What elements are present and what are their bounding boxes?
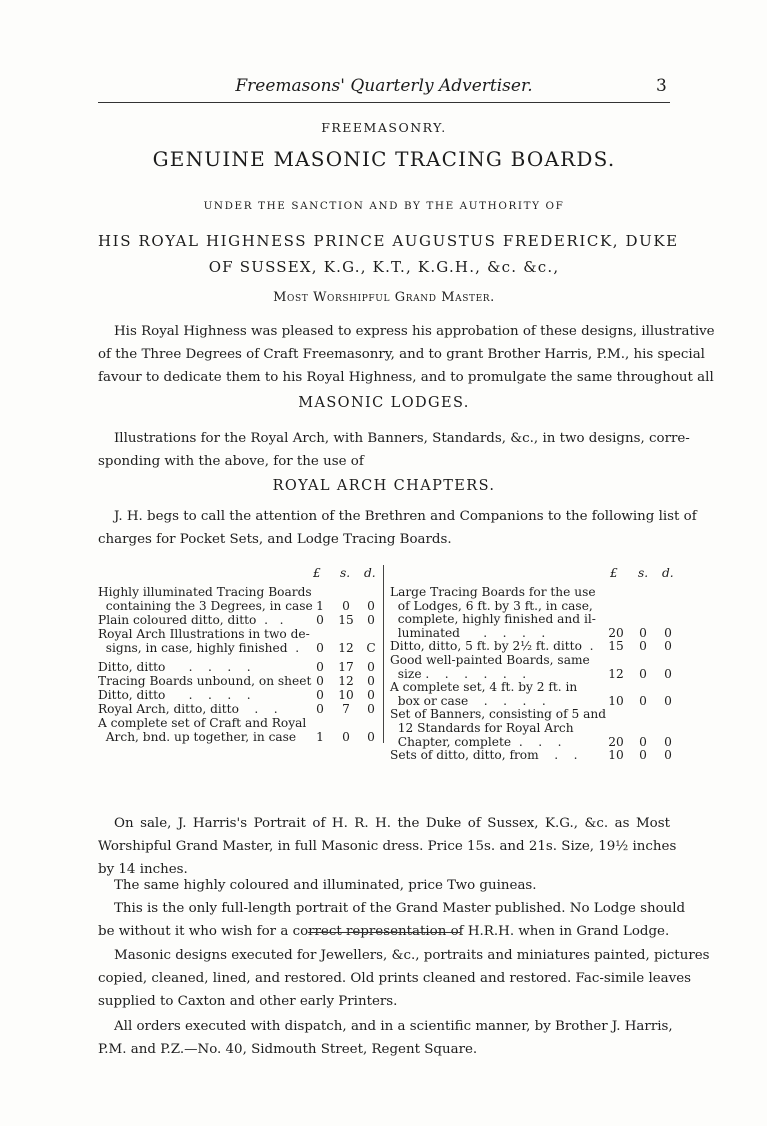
price-shillings: 7 [342, 702, 350, 717]
header-rule [98, 102, 670, 103]
price-item-text: Chapter, complete . . . [390, 734, 562, 749]
price-pounds: 0 [316, 688, 324, 703]
orders-line: P.M. and P.Z.—No. 40, Sidmouth Street, Regent Square. [98, 1042, 478, 1057]
price-pence: 0 [664, 748, 672, 763]
price-pence: 0 [664, 734, 672, 749]
orders-line: All orders executed with dispatch, and in a scientific manner, by Brother J. Harris, [114, 1019, 673, 1034]
price-item-text: Ditto, ditto . . . . [98, 660, 251, 674]
charges-line: J. H. begs to call the attention of the Brethren and Companions to the following list of [114, 509, 697, 524]
price-pence: 0 [664, 666, 672, 681]
price-item-text: Sets of ditto, ditto, from . . [390, 748, 578, 763]
price-shillings: 12 [338, 674, 354, 689]
designs-line: supplied to Caxton and other early Printers. [98, 994, 398, 1009]
price-item-text: Tracing Boards unbound, on sheet [98, 674, 312, 689]
lodges-heading: MASONIC LODGES. [298, 395, 470, 411]
price-shillings: 17 [338, 660, 354, 674]
currency-header-pence: d. [364, 566, 376, 580]
price-pence: 0 [367, 660, 375, 674]
price-shillings: 0 [639, 666, 647, 681]
price-pence: 0 [664, 693, 672, 708]
patron-line-2: OF SUSSEX, K.G., K.T., K.G.H., &c. &c., [208, 258, 560, 276]
price-pence: 0 [664, 625, 672, 640]
price-pounds: 20 [608, 625, 624, 640]
price-item-text: Large Tracing Boards for the use [390, 585, 596, 599]
price-pounds: 20 [608, 734, 624, 749]
arch-line: Illustrations for the Royal Arch, with Banners, Standards, &c., in two designs, corre- [114, 431, 690, 446]
price-shillings: 0 [639, 748, 647, 763]
price-item-text: Highly illuminated Tracing Boards [98, 585, 312, 599]
price-pounds: 1 [316, 730, 324, 744]
price-pence: 0 [367, 688, 375, 703]
price-item-text: of Lodges, 6 ft. by 3 ft., in case, [390, 598, 593, 613]
price-shillings: 0 [342, 598, 350, 613]
orders-paragraph [98, 1015, 673, 1061]
price-item-text: A complete set of Craft and Royal [98, 716, 307, 731]
only-portrait-paragraph [98, 897, 686, 943]
page-number: 3 [656, 76, 667, 96]
price-item-text: Arch, bnd. up together, in case [98, 730, 297, 744]
currency-header-shillings: s. [638, 566, 649, 580]
chapters-heading: ROYAL ARCH CHAPTERS. [272, 478, 496, 494]
price-shillings: 15 [338, 612, 354, 627]
price-item-text: A complete set, 4 ft. by 2 ft. in [390, 680, 578, 695]
price-shillings: 0 [639, 625, 647, 640]
price-pence: 0 [664, 639, 672, 654]
price-item-text: signs, in case, highly finished . [98, 640, 300, 655]
price-item-text: Ditto, ditto, 5 ft. by 2½ ft. ditto . [390, 639, 594, 654]
price-pence: 0 [367, 702, 375, 717]
price-pounds: 0 [316, 660, 324, 674]
intro-line: favour to dedicate them to his Royal Highness, and to promulgate the same throughout all [98, 370, 714, 385]
only-portrait-line: This is the only full-length portrait of the Grand Master published. No Lodge should [114, 901, 686, 916]
portrait-line: On sale, J. Harris's Portrait of H. R. H. the Duke of Sussex, K.G., &c. as Most [114, 816, 670, 831]
coloured-paragraph [98, 874, 670, 897]
designs-paragraph [98, 944, 710, 1013]
column-rule [383, 565, 384, 743]
price-pence: 0 [367, 730, 375, 744]
price-pounds: 0 [316, 702, 324, 717]
price-pounds: 0 [316, 674, 324, 689]
price-shillings: 0 [639, 734, 647, 749]
kicker: FREEMASONRY. [321, 120, 447, 135]
portrait-paragraph [98, 812, 677, 881]
price-pence: 0 [367, 674, 375, 689]
intro-line: of the Three Degrees of Craft Freemasonry, and to grant Brother Harris, P.M., his special [98, 347, 705, 362]
price-pounds: 0 [316, 640, 324, 655]
price-shillings: 0 [342, 730, 350, 744]
price-item-text: size . . . . . . [390, 666, 527, 681]
price-pence: 0 [367, 612, 375, 627]
portrait-line: by 14 inches. [98, 862, 188, 877]
price-shillings: 0 [639, 693, 647, 708]
designs-line: copied, cleaned, lined, and restored. Old prints cleaned and restored. Fac-simile leaves [98, 971, 692, 986]
price-shillings: 10 [338, 688, 354, 703]
currency-header-pounds: £ [313, 566, 321, 580]
price-item-text: Plain coloured ditto, ditto . . [98, 612, 284, 627]
price-item-text: containing the 3 Degrees, in case [98, 598, 313, 613]
price-item-text: 12 Standards for Royal Arch [390, 721, 574, 735]
price-table [98, 560, 674, 763]
portrait-line: Worshipful Grand Master, in full Masonic dress. Price 15s. and 21s. Size, 19½ inches [98, 839, 677, 854]
arch-paragraph [98, 427, 690, 473]
only-portrait-line: be without it who wish for a correct representation of H.R.H. when in Grand Lodge. [98, 924, 670, 939]
patron-line-1: HIS ROYAL HIGHNESS PRINCE AUGUSTUS FREDERICK, DUKE [98, 232, 679, 250]
price-pounds: 0 [316, 612, 324, 627]
price-shillings: 0 [639, 639, 647, 654]
price-item-text: box or case . . . . [390, 693, 546, 708]
price-pounds: 15 [608, 639, 624, 654]
currency-header-pounds: £ [610, 566, 618, 580]
running-title: Freemasons' Quarterly Advertiser. [235, 76, 533, 96]
price-pence: C [366, 640, 376, 655]
price-item-text: Royal Arch Illustrations in two de- [98, 627, 310, 642]
price-pounds: 1 [316, 598, 324, 613]
price-item-text: Set of Banners, consisting of 5 and [390, 707, 607, 722]
price-pounds: 10 [608, 748, 624, 763]
page-title: GENUINE MASONIC TRACING BOARDS. [152, 147, 616, 171]
price-pence: 0 [367, 598, 375, 613]
price-item-text: Good well-painted Boards, same [390, 653, 590, 667]
charges-paragraph [98, 505, 697, 551]
coloured-line: The same highly coloured and illuminated, price Two guineas. [114, 878, 537, 893]
price-shillings: 12 [338, 640, 354, 655]
arch-line: sponding with the above, for the use of [98, 454, 364, 469]
intro-paragraph [98, 320, 715, 389]
office-line: Most Worshipful Grand Master. [273, 290, 495, 305]
currency-header-shillings: s. [340, 566, 351, 580]
price-pounds: 10 [608, 693, 624, 708]
price-item-text: luminated . . . . [390, 625, 546, 640]
designs-line: Masonic designs executed for Jewellers, &c., portraits and miniatures painted, pictures [114, 948, 710, 963]
section-rule [308, 932, 460, 933]
price-item-text: complete, highly finished and il- [390, 612, 596, 627]
price-pounds: 12 [608, 666, 624, 681]
price-item-text: Ditto, ditto . . . . [98, 688, 251, 703]
sanction-line: UNDER THE SANCTION AND BY THE AUTHORITY OF [203, 200, 565, 212]
intro-line: His Royal Highness was pleased to express his approbation of these designs, illustrative [114, 324, 715, 339]
charges-line: charges for Pocket Sets, and Lodge Tracing Boards. [98, 532, 452, 547]
currency-header-pence: d. [662, 566, 674, 580]
price-item-text: Royal Arch, ditto, ditto . . [98, 702, 278, 717]
